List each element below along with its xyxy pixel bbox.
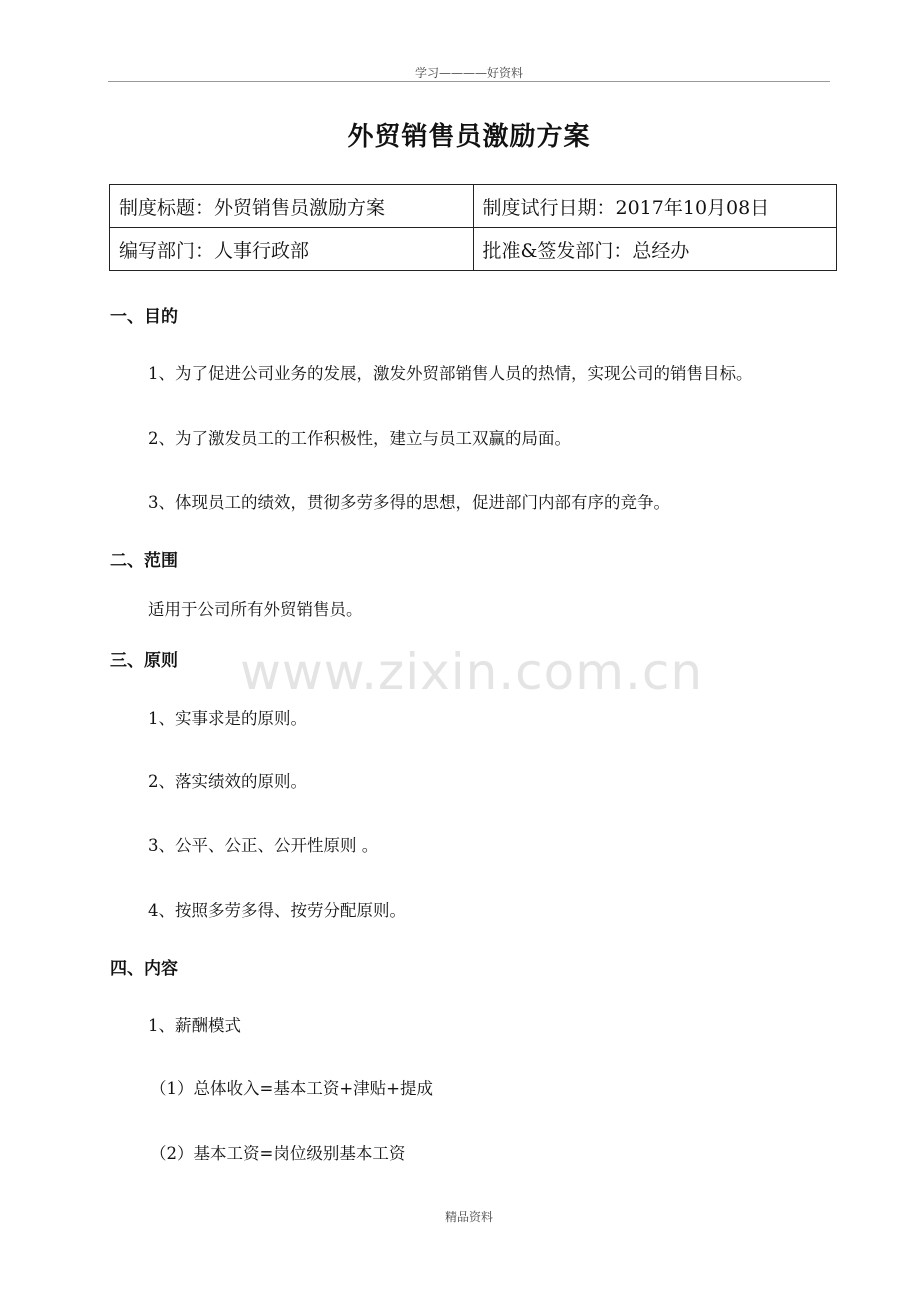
table-cell-approval-dept: 批准&签发部门：总经办: [473, 228, 837, 271]
list-item: 3、公平、公正、公开性原则 。: [148, 836, 379, 855]
page-header: 学习————好资料: [414, 66, 523, 80]
table-cell-policy-title: 制度标题：外贸销售员激励方案: [110, 185, 474, 228]
table-cell-author-dept: 编写部门：人事行政部: [110, 228, 474, 271]
list-item: 1、实事求是的原则。: [148, 709, 307, 728]
list-item: （2）基本工资=岗位级别基本工资: [150, 1144, 406, 1163]
section-heading-purpose: 一、目的: [110, 307, 178, 327]
list-item: 2、为了激发员工的工作积极性，建立与员工双赢的局面。: [148, 429, 571, 448]
section-heading-content: 四、内容: [110, 959, 178, 979]
list-item: 4、按照多劳多得、按劳分配原则。: [148, 901, 406, 920]
list-item: 适用于公司所有外贸销售员。: [148, 600, 363, 619]
list-item: （1）总体收入=基本工资+津贴+提成: [150, 1079, 433, 1098]
info-table: [109, 184, 837, 271]
list-item: 1、薪酬模式: [148, 1016, 241, 1035]
document-title: 外贸销售员激励方案: [347, 122, 591, 152]
table-cell-trial-date: 制度试行日期：2017年10月08日: [473, 185, 837, 228]
list-item: 1、为了促进公司业务的发展，激发外贸部销售人员的热情，实现公司的销售目标。: [148, 364, 753, 383]
header-divider: [108, 81, 830, 82]
list-item: 2、落实绩效的原则。: [148, 772, 307, 791]
section-heading-principles: 三、原则: [110, 651, 178, 671]
table-row: [110, 185, 837, 228]
watermark: www.zixin.com.cn: [240, 643, 704, 701]
list-item: 3、体现员工的绩效，贯彻多劳多得的思想，促进部门内部有序的竞争。: [148, 493, 670, 512]
table-row: [110, 228, 837, 271]
page-footer: 精品资料: [444, 1210, 493, 1224]
section-heading-scope: 二、范围: [110, 551, 178, 571]
